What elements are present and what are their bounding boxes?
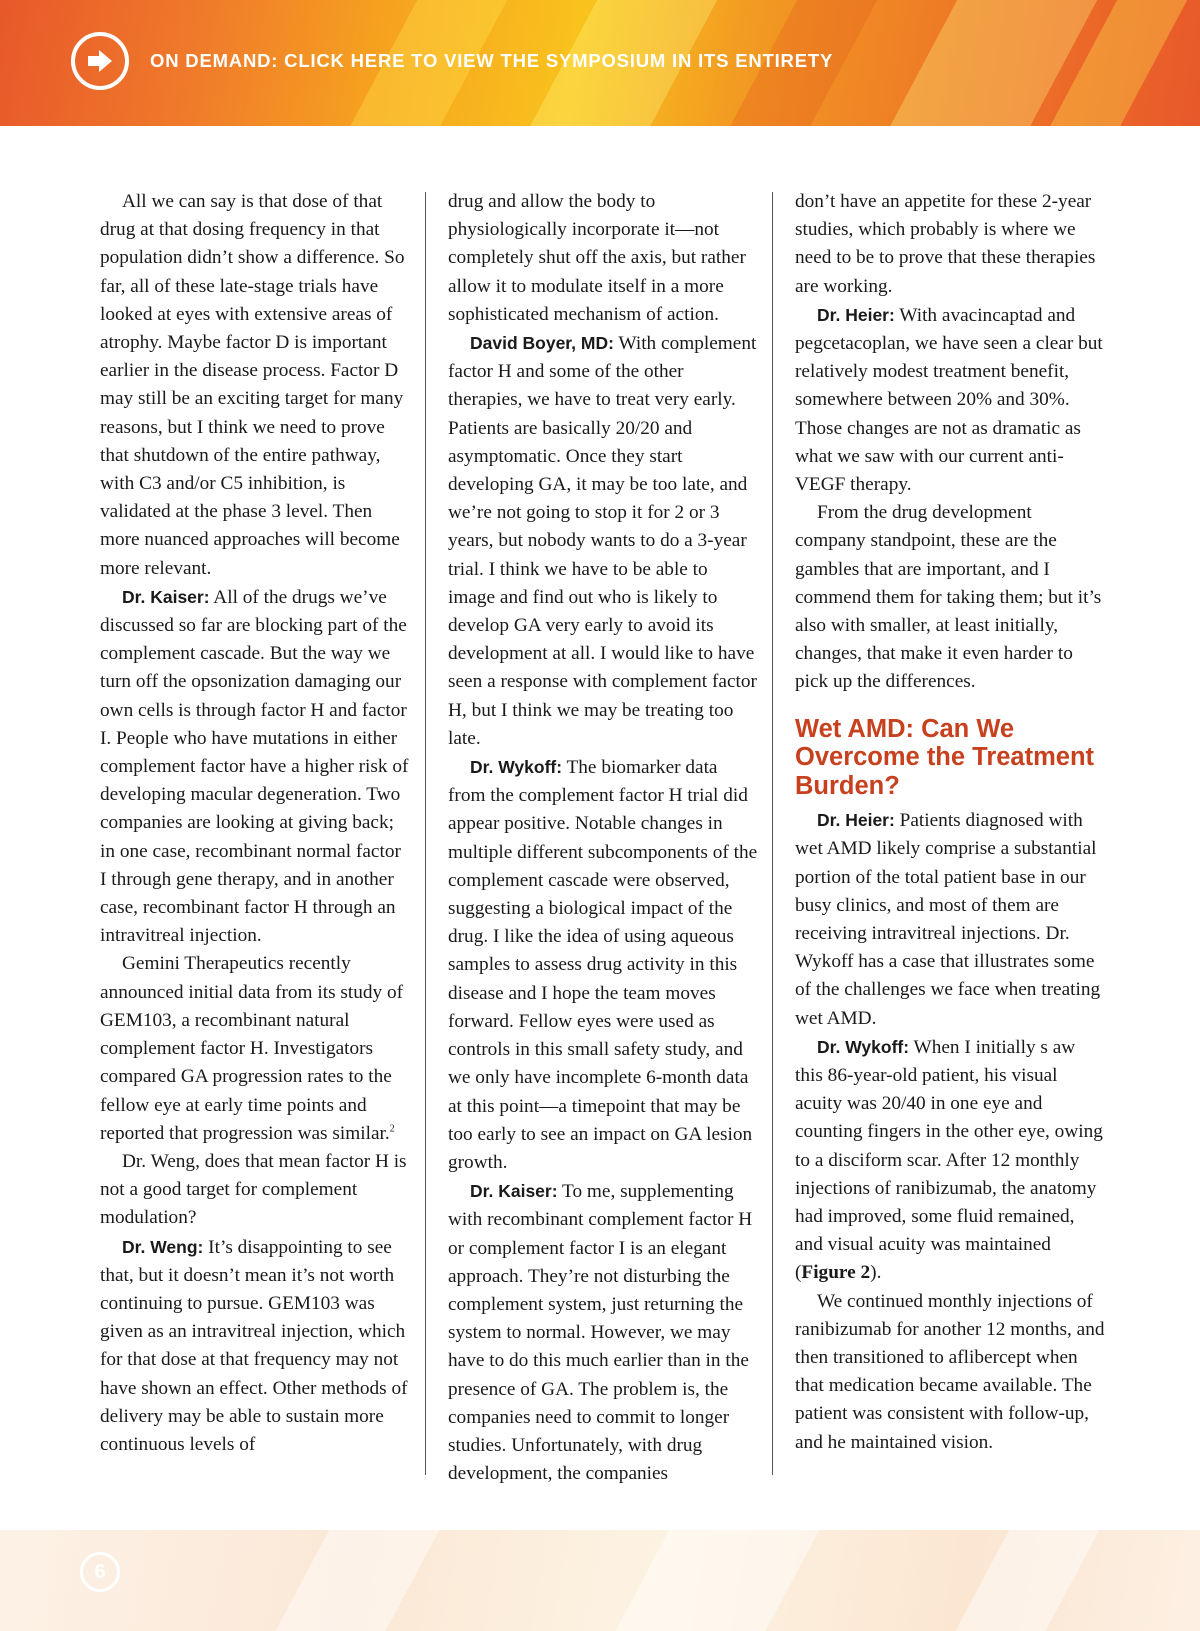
- paragraph-text: With complement factor H and some of the other therapies, we have to treat very early. Patients are basically 20/20 and asymptomatic. Once they start developing GA, it may be too late, and we’re not going to stop it for 2 or 3 years, but nobody wants to do a 3-year trial. I think we have to be able to image and find out who is likely to develop GA very early to avoid its development at all. I would like to have seen a response with complement factor H, but I think we may be treating too late.: [448, 333, 757, 749]
- paragraph: [100, 950, 410, 1147]
- column-divider: [425, 192, 426, 1475]
- paragraph: [100, 583, 410, 951]
- speaker-label: Dr. Kaiser:: [122, 586, 210, 607]
- article-column-2: [448, 188, 758, 1488]
- paragraph: drug and allow the body to physiologically incorporate it—not completely shut off the axis, but rather allow it to modulate itself in a more sophisticated mechanism of action.: [448, 191, 746, 325]
- paragraph-text: Patients diagnosed with wet AMD likely comprise a substantial portion of the total patient base in our busy clinics, and most of them are receiving intravitreal injections. Dr. Wykoff has a case that illustrates some of the challenges we face when treating wet AMD.: [795, 810, 1101, 1029]
- paragraph-text: With avacincaptad and pegcetacoplan, we have seen a clear but relatively modest treatment benefit, somewhere between 20% and 30%. Those changes are not as dramatic as what we saw with our current anti-VEGF therapy.: [795, 304, 1103, 496]
- paragraph: [448, 1177, 758, 1488]
- top-banner: [0, 0, 1200, 126]
- paragraph: [795, 1033, 1105, 1288]
- play-button[interactable]: [71, 32, 129, 90]
- article-column-3: [795, 188, 1105, 1457]
- article-column-1: [100, 188, 410, 1459]
- footer-decoration: [605, 1530, 824, 1631]
- paragraph: [100, 1233, 410, 1460]
- page-number: 6: [80, 1552, 120, 1592]
- paragraph: From the drug development company standpoint, these are the gambles that are important, and I commend them for taking them; but it’s also with smaller, at least initially, changes, that make it even harder to pick up the differences.: [795, 502, 1102, 693]
- play-arrow-icon: [85, 46, 115, 76]
- reference-number: 2: [389, 1123, 395, 1135]
- speaker-label: Dr. Kaiser:: [470, 1181, 558, 1202]
- paragraph: [795, 806, 1105, 1033]
- paragraph: [795, 301, 1105, 499]
- paragraph-text: When I initially s aw this 86-year-old patient, his visual acuity was 20/40 in one eye and counting fingers in the other eye, owing to a disciform scar. After 12 monthly injections of ranibizumab, the anatomy had improved, some fluid remained, and visual acuity was maintained (: [795, 1036, 1103, 1284]
- paragraph-text: Gemini Therapeutics recently announced initial data from its study of GEM103, a recombinant natural complement factor H. Investigators compared GA progression rates to the fellow eye at early time points and reported that progression was similar.: [100, 953, 404, 1144]
- paragraph: don’t have an appetite for these 2-year studies, which probably is where we need to be to prove that these therapies are working.: [795, 191, 1096, 297]
- symposium-link[interactable]: ON DEMAND: CLICK HERE TO VIEW THE SYMPOSIUM IN ITS ENTIRETY: [150, 50, 834, 71]
- page-footer: [0, 1530, 1200, 1631]
- paragraph-text: To me, supplementing with recombinant complement factor H or complement factor I is an elegant approach. They’re not disturbing the complement system, just returning the system to normal. However, we may have to do this much earlier than in the presence of GA. The problem is, the companies need to commit to longer studies. Unfortunately, with drug development, the companies: [448, 1181, 753, 1485]
- speaker-label: David Boyer, MD:: [470, 333, 614, 354]
- paragraph-text: It’s disappointing to see that, but it doesn’t mean it’s not worth continuing to pursue. GEM103 was given as an intravitreal injection, which for that dose at that frequency may not have shown an effect. Other methods of delivery may be able to sustain more continuous levels of: [100, 1236, 408, 1455]
- paragraph-text: The biomarker data from the complement factor H trial did appear positive. Notable changes in multiple different subcomponents of the complement cascade were observed, suggesting a biological impact of the drug. I like the idea of using aqueous samples to assess drug activity in this disease and I hope the team moves forward. Fellow eyes were used as controls in this small safety study, and we only have incomplete 6-month data at this point—a timepoint that may be too early to see an impact on GA lesion growth.: [448, 757, 758, 1173]
- paragraph: We continued monthly injections of ranibizumab for another 12 months, and then transitioned to aflibercept when that medication became available. The patient was consistent with follow-up, and he maintained vision.: [795, 1290, 1105, 1453]
- paragraph: Dr. Weng, does that mean factor H is not a good target for complement modulation?: [100, 1150, 407, 1229]
- speaker-label: Dr. Wykoff:: [817, 1036, 910, 1057]
- paragraph-text: ).: [870, 1262, 882, 1284]
- paragraph-text: All of the drugs we’ve discussed so far are blocking part of the complement cascade. But the way we turn off the opsonization damaging our own cells is through factor H and factor I. People who have mutations in either complement factor have a higher risk of developing macular degeneration. Two companies are looking at giving back; in one case, recombinant normal factor I through gene therapy, and in another case, recombinant factor H through an intravitreal injection.: [100, 586, 409, 947]
- footer-decoration: [265, 1530, 444, 1631]
- paragraph: [448, 753, 758, 1177]
- speaker-label: Dr. Heier:: [817, 304, 895, 325]
- paragraph: All we can say is that dose of that drug at that dosing frequency in that population didn’t show a difference. So far, all of these late-stage trials have looked at eyes with extensive areas of atrophy. Maybe factor D is important earlier in the disease process. Factor D may still be an exciting target for many reasons, but I think we need to prove that shutdown of the entire pathway, with C3 and/or C5 inhibition, is validated at the phase 3 level. Then more nuanced approaches will become more relevant.: [100, 191, 405, 579]
- section-heading: Wet AMD: Can We Overcome the Treatment Burden?: [795, 714, 1095, 800]
- speaker-label: Dr. Heier:: [817, 810, 895, 831]
- figure-reference: Figure 2: [801, 1262, 871, 1284]
- footer-decoration: [945, 1530, 1104, 1631]
- column-divider: [772, 192, 773, 1475]
- paragraph: [448, 329, 758, 753]
- speaker-label: Dr. Wykoff:: [470, 757, 563, 778]
- speaker-label: Dr. Weng:: [122, 1236, 204, 1257]
